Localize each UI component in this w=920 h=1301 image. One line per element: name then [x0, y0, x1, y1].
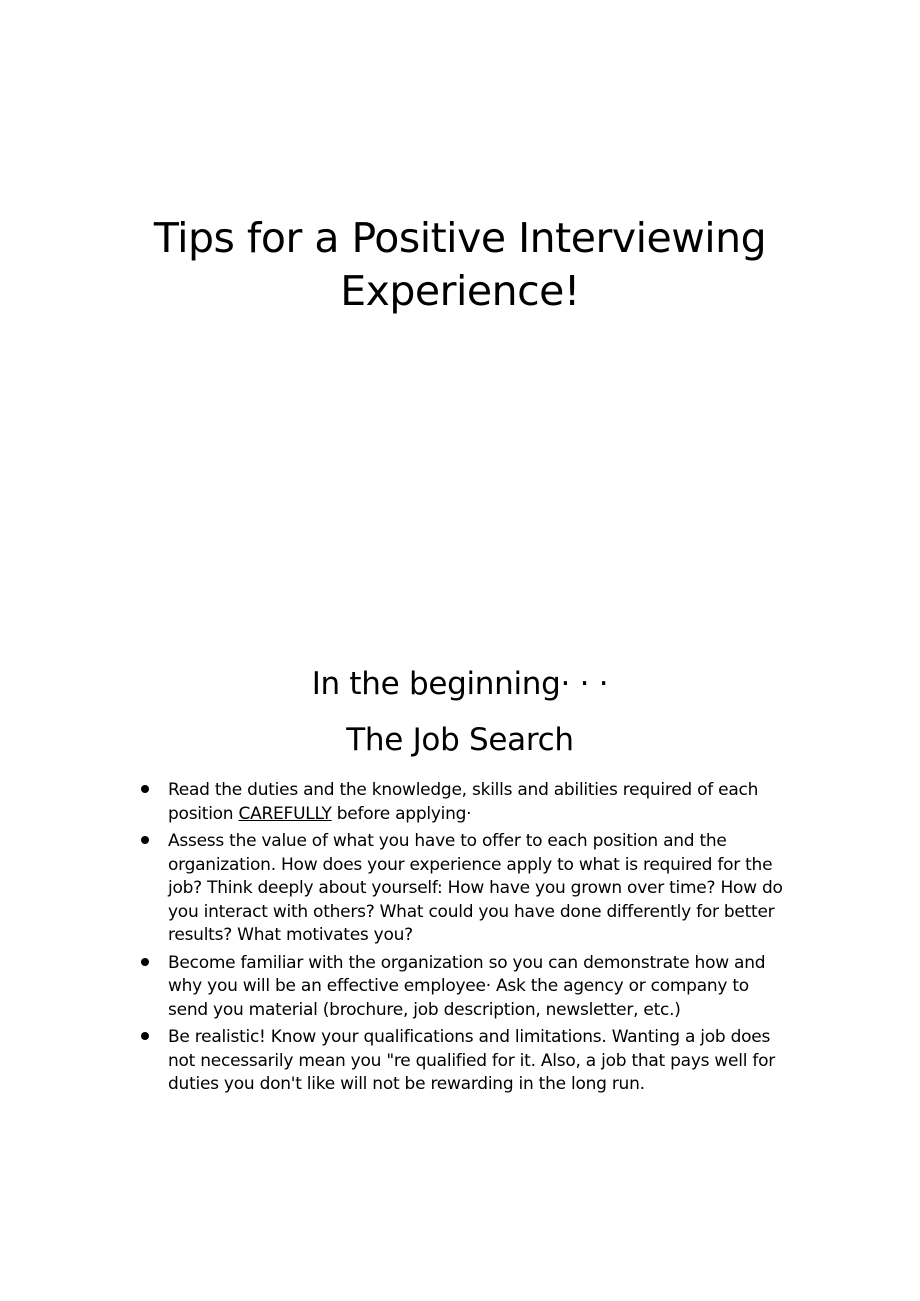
list-item — [140, 779, 790, 826]
bullet-text: Assess the value of what you have to offer to each position and the organization. How does your experience apply to what is required for the job? Think deeply about yourself: How have you grown over time? How do you interact with others? What could you have done differently for better results? What motivates you? — [168, 831, 783, 945]
bullet-icon — [141, 785, 149, 793]
page-title: Tips for a Positive Interviewing Experience! — [153, 214, 767, 315]
bullet-text: Be realistic! Know your qualifications and limitations. Wanting a job does not necessarily mean you "re qualified for it. Also, a job that pays well for duties you don't like will not be rewarding in the long run. — [168, 1027, 775, 1094]
bullet-text: Read the duties and the knowledge, skills and abilities required of each position — [168, 780, 759, 824]
list-item — [140, 1026, 790, 1097]
emphasis-text: CAREFULLY — [238, 803, 332, 824]
tips-bullet-list — [140, 779, 790, 1101]
list-item — [140, 830, 790, 948]
section-intro-heading: In the beginning· · · — [311, 666, 609, 702]
bullet-icon — [141, 958, 149, 966]
section-heading-job-search: The Job Search — [346, 722, 574, 758]
list-item — [140, 952, 790, 1023]
bullet-icon — [141, 836, 149, 844]
bullet-text-continued: before applying· — [331, 803, 472, 824]
bullet-icon — [141, 1032, 149, 1040]
bullet-text: Become familiar with the organization so you can demonstrate how and why you will be an effective employee· Ask the agency or company to send you material (brochure, job description, newsletter, etc.) — [168, 952, 766, 1020]
